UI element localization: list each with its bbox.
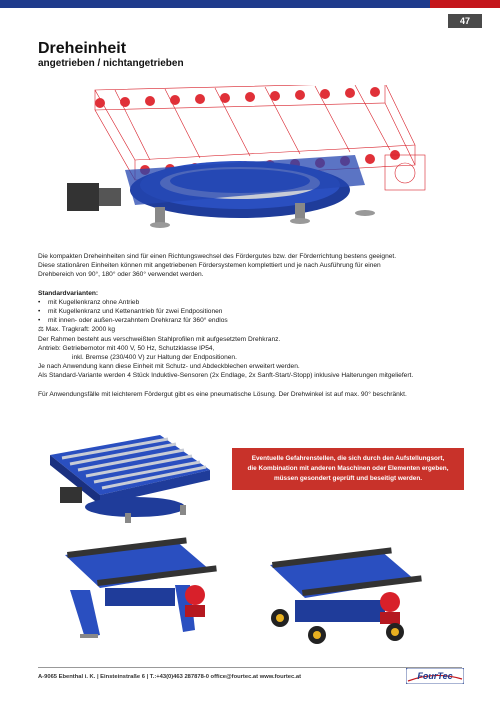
warning-box bbox=[232, 448, 464, 490]
variant-item: • mit Kugellenkranz ohne Antrieb bbox=[38, 298, 473, 307]
footer-divider bbox=[38, 667, 462, 668]
footer-contact: A-9065 Ebenthal i. K. | Einsteinstraße 6 | T.:+43(0)463 287878-0 office@fourtec.at www.fourtec.at bbox=[38, 674, 302, 680]
warning-line: die Kombination mit anderen Maschinen oder Elementen ergeben, bbox=[247, 465, 449, 472]
detail-line: inkl. Bremse (230/400 V) zur Haltung der Endpositionen. bbox=[72, 354, 237, 362]
detail-line: Der Rahmen besteht aus verschweißten Stahlprofilen mit aufgesetztem Drehkranz. bbox=[38, 335, 281, 343]
warning-line: Eventuelle Gefahrenstellen, die sich durch den Aufstellungsort, bbox=[251, 455, 445, 462]
variants-heading: Standardvarianten: bbox=[38, 289, 99, 297]
pneumatic-note: Für Anwendungsfälle mit leichterem Fördergut gibt es eine pneumatische Lösung. Der Drehwinkel ist auf max. 90° beschränkt. bbox=[38, 390, 407, 398]
variant-item: • mit Kugellenkranz und Kettenantrieb für zwei Endpositionen bbox=[38, 307, 473, 316]
intro-line: Die kompakten Dreheinheiten sind für einen Richtungswechsel des Fördergutes bzw. der Förderrichtung bestens geeignet. bbox=[38, 253, 397, 260]
max-load: Max. Tragkraft: 2000 kg bbox=[45, 326, 116, 334]
detail-line: Als Standard-Variante werden 4 Stück Induktive-Sensoren (2x Endlage, 2x Sanft-Start/-Stopp) inklusive Halterungen mitgeliefert. bbox=[38, 372, 414, 380]
variant-item: • mit innen- oder außen-verzahntem Drehkranz für 360° endlos bbox=[38, 316, 473, 325]
intro-line: Drehbereich von 90°, 180° oder 360° verwendet werden. bbox=[38, 271, 204, 279]
max-load-line bbox=[38, 325, 473, 334]
chain-turntable-wheels-image bbox=[255, 540, 435, 645]
page-number: 47 bbox=[448, 14, 482, 28]
description-block bbox=[38, 252, 473, 399]
svg-text:FourTec: FourTec bbox=[417, 671, 453, 681]
header-accent bbox=[430, 0, 500, 8]
page-subtitle: angetrieben / nichtangetrieben bbox=[38, 58, 184, 69]
fourtec-logo bbox=[406, 668, 464, 684]
detail-line: Je nach Anwendung kann diese Einheit mit Schutz- und Abdeckblechen erweitert werden. bbox=[38, 363, 300, 371]
warning-line: müssen gesondert geprüft und beseitigt werden. bbox=[273, 475, 423, 482]
intro-line: Diese stationären Einheiten können mit angetriebenen Fördersystemen komplettiert und je nach Ausführung für einen bbox=[38, 262, 381, 270]
chain-turntable-legs-image bbox=[45, 530, 225, 645]
page-title: Dreheinheit bbox=[38, 40, 127, 57]
roller-turntable-image bbox=[40, 425, 220, 525]
weight-icon: ⚖ bbox=[38, 326, 44, 334]
hero-turntable-illustration bbox=[55, 85, 455, 235]
detail-line: Antrieb: Getriebemotor mit 400 V, 50 Hz, Schutzklasse IP54, bbox=[38, 344, 215, 352]
header-bar bbox=[0, 0, 500, 8]
